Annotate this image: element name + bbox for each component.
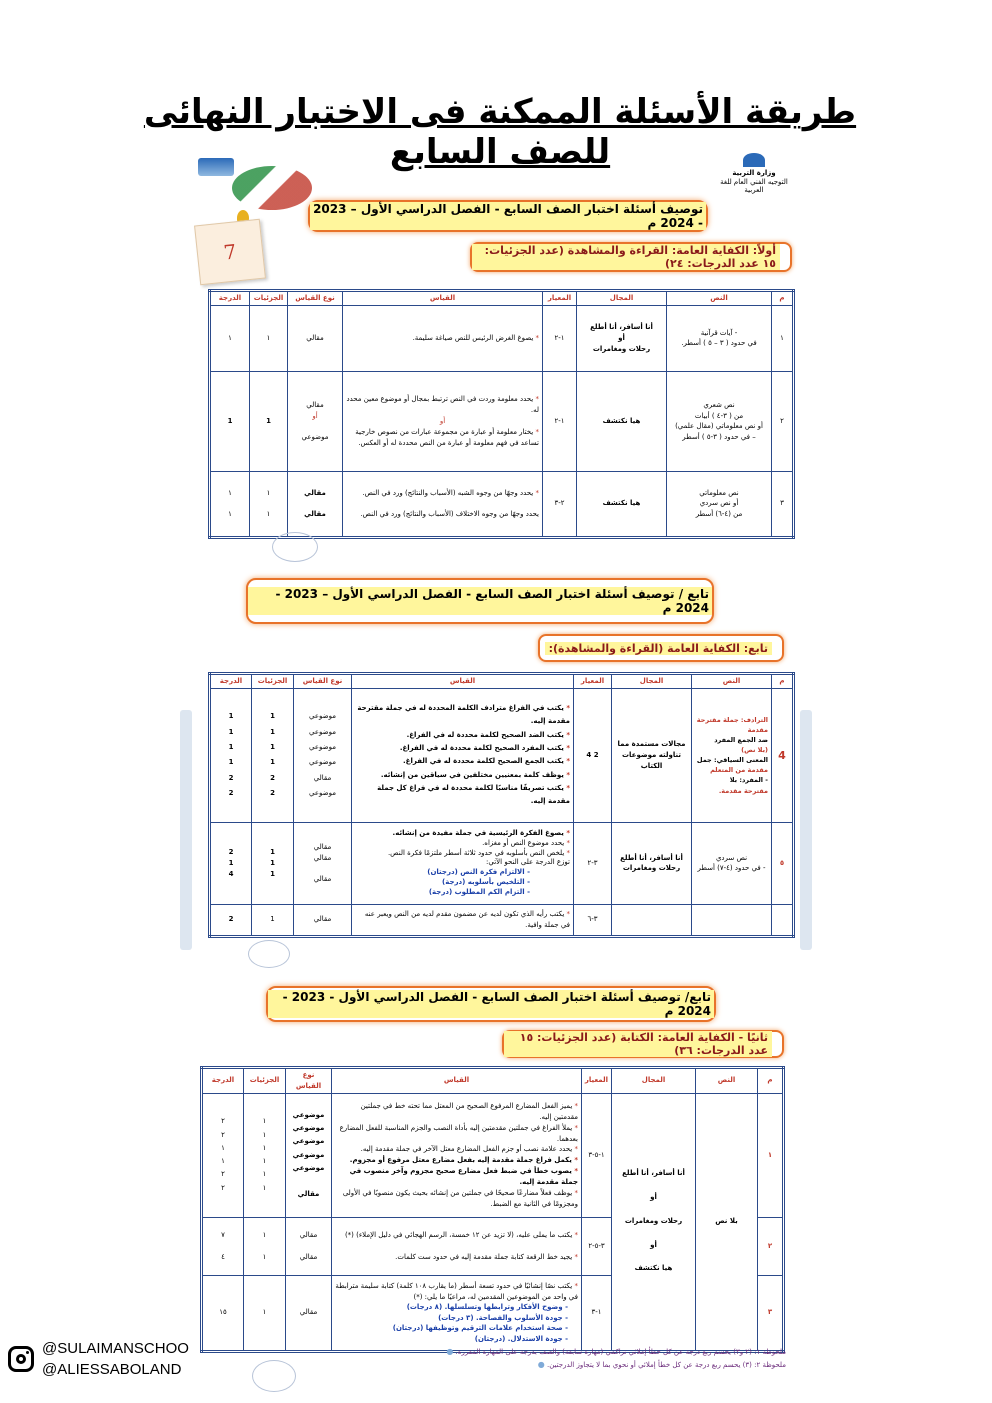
row-mtype: مقالي مقالي	[286, 1217, 332, 1275]
row-standard: 2 4	[574, 688, 612, 822]
col-header: الدرجة	[210, 674, 252, 689]
row-number: ١	[758, 1093, 784, 1217]
row-standard: ١-٥-٣	[582, 1093, 612, 1217]
col-header: م	[772, 674, 794, 689]
col-header: م	[758, 1068, 784, 1094]
table-row	[210, 688, 794, 822]
row-measure: * يكتب نصًا إنشائيًا في حدود تسعة أسطر (ما يقارب ١٠٨ كلمة) كتابة سليمة مترابطة في واحد من الموضوعين المقدمين له، مراعيًا ما يلي: (*) - وضوح الأفكار وترابطها وتسلسلها. (٨ درجات) - جودة الأسلوب والفصاحة. (٣ درجات) - صحة استخدام علامات الترقيم وتوظيفها (درجتان) - جودة الاستدلال. (درجتان)	[332, 1275, 582, 1351]
banner-1-text: توصيف أسئلة اختبار الصف السابع - الفصل الدراسي الأول – 2023 - 2024 م	[310, 202, 706, 230]
row-domain: هيا نكتشف	[577, 371, 667, 471]
row-grade: ٢ ٢ ١ ١ ٢ ٢	[202, 1093, 244, 1217]
row-standard: ١-٢	[543, 371, 577, 471]
row-grade: 2	[210, 904, 252, 936]
row-text: نص شعري من ( ٣-٤ ) أبيات أو نص معلوماتي (مقال علمي) – في حدود ( ٣-٥ ) أسطر	[667, 371, 772, 471]
col-header: المجال	[612, 1068, 696, 1094]
row-text: بلا نص	[696, 1093, 758, 1351]
row-mtype: مقالي أو موضوعي	[288, 371, 343, 471]
row-text	[692, 904, 772, 936]
row-mtype: مقالي	[288, 305, 343, 371]
col-header: المجال	[577, 291, 667, 306]
row-text: نص سردي - في حدود (٤-٧) أسطر	[692, 822, 772, 904]
banner-1	[308, 200, 708, 232]
col-header: نوع القياس	[286, 1068, 332, 1094]
row-number: 4	[772, 688, 794, 822]
col-header: الدرجة	[210, 291, 250, 306]
row-text: - آيات قرآنية في حدود ( ٣ – ٥ ) أسطر.	[667, 305, 772, 371]
section-2-heading	[538, 634, 784, 662]
row-domain: مجالات مستمدة مما تناولته موضوعات الكتاب	[612, 688, 692, 822]
table-header-row	[210, 674, 794, 689]
row-standard: ٣-٥-٢	[582, 1217, 612, 1275]
row-domain: أنا أسافر، أنا أطلع أو رحلات ومغامرات أو هيا نكتشف	[612, 1093, 696, 1351]
instagram-icon	[8, 1346, 34, 1372]
col-header: الجزئيات	[244, 1068, 286, 1094]
row-number	[772, 904, 794, 936]
row-mtype: مقالي	[294, 904, 352, 936]
row-number: ٢	[772, 371, 794, 471]
table-header-row	[210, 291, 794, 306]
row-mtype: مقالي مقالي	[288, 471, 343, 537]
col-header: القياس	[343, 291, 543, 306]
row-standard: ٣-٦	[574, 904, 612, 936]
col-header: م	[772, 291, 794, 306]
footnote-2: ملحوظة ٢: (٣) يحسم ربع درجة عن كل خطأ إملائي أو نحوي بما لا يتجاوز الدرجتين.	[547, 1360, 786, 1369]
social-handle-2: @ALIESSABOLAND	[42, 1361, 182, 1378]
table-row	[210, 822, 794, 904]
left-sidebar	[180, 710, 192, 950]
row-parts: 1 1 1	[252, 822, 294, 904]
row-measure: * يكتب في الفراغ مترادف الكلمة المحددة له في جملة مقترحة مقدمة إليه. * يكتب الضد الصحيح لكلمة محددة له في الفراغ. * يكتب المفرد الصحيح لكلمة محددة له في الفراغ. * يكتب الجمع الصحيح لكلمة محددة له في الفراغ. * يوظف كلمة بمعنيين مختلفين في سياقين من إنشائه. * يكتب تصريفًا مناسبًا لكلمة محددة له في فراغ كل جملة مقدمة إليه.	[352, 688, 574, 822]
row-mtype: مقالي مقالي مقالي	[294, 822, 352, 904]
table-row	[210, 305, 794, 371]
row-measure: * يحدد معلومة وردت في النص ترتبط بمجال أو موضوع معين محدد له. أو * يختار معلومة أو عبارة من مجموعة عبارات من نصوص خارجية تساعد في فهم معلومة أو عبارة من النص محددة له أو العكس.	[343, 371, 543, 471]
footnote-1: ملحوظة ١: (٢ و٣) يحسم ربع درجة عن كل خطأ إملائي تراكمي (مهارة سابقة) والصف بدرجة على المهارة المقررة.	[455, 1348, 786, 1356]
row-parts: 1 1 1 1 2 2	[252, 688, 294, 822]
stamp-icon	[252, 1360, 296, 1392]
row-domain: هيا نكتشف	[577, 471, 667, 537]
row-measure: * يكتب ما يملى عليه، (لا تزيد عن ١٢ خمسة، الرسم الهجائي في دليل الإملاء) (*) * يجيد خط الرقعة كتابة جملة مقدمة إليه في حدود ست كلمات.	[332, 1217, 582, 1275]
row-number: ٣	[758, 1275, 784, 1351]
stamp-icon	[248, 940, 290, 968]
row-parts: ١	[250, 305, 288, 371]
row-standard: ١-٢	[543, 305, 577, 371]
col-header: النص	[667, 291, 772, 306]
table-header-row	[202, 1068, 784, 1094]
row-measure: * يصوغ الفكرة الرئيسية في جملة مفيدة من إنشائه. * يحدد موضوع النص أو مغزاه. * يلخص النص بأسلوبه في حدود ثلاثة أسطر ملتزمًا فكرة النص. توزع الدرجة على النحو الآتي: - الالتزام فكرة النص (درجتان) - التلخيص بأسلوبه (درجة) - التزام الكم المطلوب (درجة)	[352, 822, 574, 904]
row-mtype: مقالي	[286, 1275, 332, 1351]
row-number: ٢	[758, 1217, 784, 1275]
banner-2	[246, 578, 714, 624]
ministry-logo	[714, 154, 794, 194]
stamp-icon	[272, 532, 318, 562]
row-parts: ١ ١	[250, 471, 288, 537]
social-handles	[8, 1340, 189, 1378]
row-measure: * يكتب رأيه الذي تكون لديه عن مضمون مقدم لديه من النص ويعبر عنه في جملة وافية.	[352, 904, 574, 936]
row-number: ٣	[772, 471, 794, 537]
banner-2-text: تابع / توصيف أسئلة اختبار الصف السابع - الفصل الدراسي الأول – 2023 - 2024 م	[248, 587, 712, 615]
row-parts: ١ ١	[244, 1217, 286, 1275]
row-grade: 1 1 1 1 2 2	[210, 688, 252, 822]
row-domain	[612, 904, 692, 936]
footnotes: ملحوظة ١: (٢ و٣) يحسم ربع درجة عن كل خطأ إملائي تراكمي (مهارة سابقة) والصف بدرجة على المهارة المقررة. ● ملحوظة ٢: (٣) يحسم ربع درجة عن كل خطأ إملائي أو نحوي بما لا يتجاوز الدرجتين. ●	[446, 1347, 786, 1369]
row-domain: أنا أسافر، أنا أطلع أو رحلات ومغامرات	[577, 305, 667, 371]
row-standard: ٢-٣	[543, 471, 577, 537]
col-header: القياس	[352, 674, 574, 689]
row-number: ١	[772, 305, 794, 371]
row-grade: ١٥	[202, 1275, 244, 1351]
right-sidebar	[800, 710, 812, 950]
row-grade: 2 1 4	[210, 822, 252, 904]
row-standard: ١-٣	[582, 1275, 612, 1351]
row-grade: 1	[210, 371, 250, 471]
row-mtype: موضوعي موضوعي موضوعي موضوعي مقالي موضوعي	[294, 688, 352, 822]
row-number: ٥	[772, 822, 794, 904]
page-title: طريقة الأسئلة الممكنة فى الاختبار النهائى للصف السابع	[143, 92, 857, 172]
row-parts: ١	[244, 1275, 286, 1351]
col-header: القياس	[332, 1068, 582, 1094]
col-header: الجزئيات	[250, 291, 288, 306]
row-grade: ١	[210, 305, 250, 371]
table-reading-2	[208, 672, 795, 938]
col-header: المعيار	[543, 291, 577, 306]
table-row	[202, 1093, 784, 1217]
section-3-text: ثانيًا - الكفاية العامة: الكتابة (عدد الجزئيات: ١٥ عدد الدرجات: ٣٦)	[504, 1031, 772, 1057]
table-row	[210, 371, 794, 471]
col-header: النص	[696, 1068, 758, 1094]
section-1-heading	[470, 242, 792, 272]
row-text: نص معلوماتي أو نص سردي من (٤-٦) أسطر	[667, 471, 772, 537]
table-row	[210, 904, 794, 936]
section-3-heading	[502, 1030, 784, 1058]
ministry-emblem-icon	[743, 153, 765, 167]
row-text: الترادف: جملة مقترحة مقدمة ضد الجمع المفرد (بلا نص) المعنى السياقي: جمل مقدمة من المتعلم - المفرد: بلا مقترحة مقدمة.	[692, 688, 772, 822]
row-standard: ٣-٢	[574, 822, 612, 904]
social-handle-1: @SULAIMANSCHOO	[42, 1340, 189, 1357]
note-number: 7	[194, 219, 266, 286]
col-header: المعيار	[574, 674, 612, 689]
col-header: المجال	[612, 674, 692, 689]
row-parts: 1	[250, 371, 288, 471]
row-measure: * يميز الفعل المضارع المرفوع الصحيح من المعتل مما تحته خط في جملتين مقدمتين إليه. * يملأ الفراغ في جملتين مقدمتين إليه بأداة النصب والجزم المناسبة للفعل المضارع بعدهما. * يحدد علامة نصب أو جزم الفعل المضارع معتل الآخر في جملة مقدمة إليه. * يكمل فراغ جملة مقدمة إليه بفعل مضارع معتل مرفوع أو مجزوم. * يصوب خطأ في ضبط فعل مضارع صحيح مجزوم وآخر منصوب في جملة مقدمة إليه. * يوظف فعلاً مضارعًا صحيحًا في جملتين من إنشائه بحيث يكون منصوبًا في الأولى ومجزومًا في الثانية مع الضبط.	[332, 1093, 582, 1217]
row-domain: أنا أسافر، أنا أطلع رحلات ومغامرات	[612, 822, 692, 904]
col-header: الدرجة	[202, 1068, 244, 1094]
col-header: النص	[692, 674, 772, 689]
ministry-sub: التوجيه الفني العام للغة العربية	[720, 177, 788, 195]
row-grade: ١ ١	[210, 471, 250, 537]
row-measure: * يحدد وجهًا من وجوه الشبه (الأسباب والنتائج) ورد في النص. يحدد وجهًا من وجوه الاختلاف (الأسباب والنتائج) ورد في النص.	[343, 471, 543, 537]
table-row	[210, 471, 794, 537]
banner-3-text: تابع/ توصيف أسئلة اختبار الصف السابع - الفصل الدراسي الأول - 2023 - 2024 م	[268, 990, 714, 1018]
table-writing	[200, 1066, 785, 1353]
section-1-text: أولاً: الكفاية العامة: القراءة والمشاهدة (عدد الجزئيات: ١٥ عدد الدرجات: ٢٤)	[472, 244, 780, 270]
col-header: نوع القياس	[294, 674, 352, 689]
col-header: الجزئيات	[252, 674, 294, 689]
row-mtype: موضوعي موضوعي موضوعي موضوعي موضوعي مقالي	[286, 1093, 332, 1217]
brand-logo-icon	[198, 158, 234, 176]
row-parts: ١ ١ ١ ١ ١ ١	[244, 1093, 286, 1217]
row-parts: 1	[252, 904, 294, 936]
ministry-name: وزارة التربية	[732, 169, 776, 178]
col-header: نوع القياس	[288, 291, 343, 306]
school-logo-icon	[232, 166, 312, 210]
row-grade: ٧ ٤	[202, 1217, 244, 1275]
section-2-text: تابع: الكفاية العامة (القراءة والمشاهدة):	[545, 642, 772, 655]
table-reading-1	[208, 289, 795, 539]
banner-3	[266, 986, 716, 1022]
row-measure: * يصوغ الغرض الرئيس للنص صياغة سليمة.	[343, 305, 543, 371]
col-header: المعيار	[582, 1068, 612, 1094]
